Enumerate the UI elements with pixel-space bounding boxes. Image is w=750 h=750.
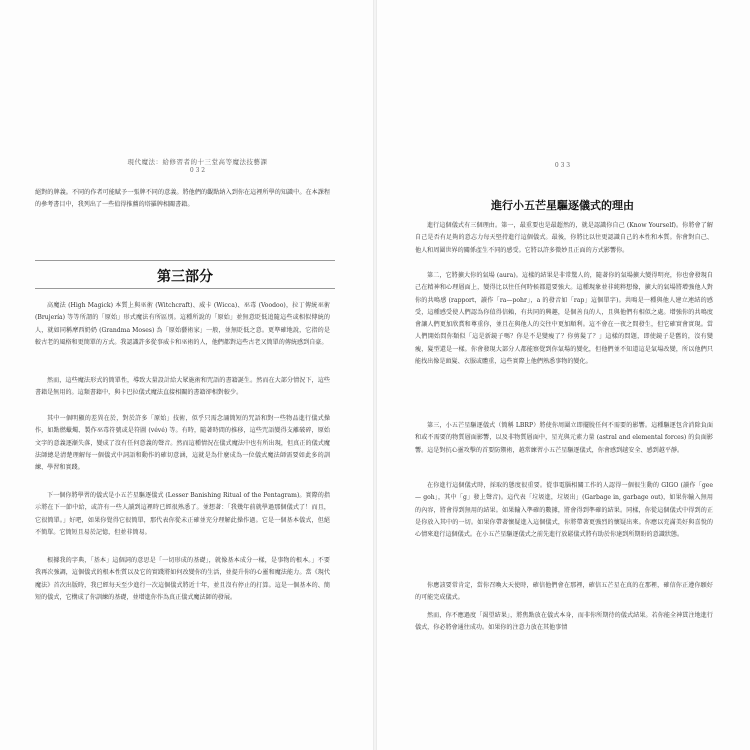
section-title: 進行小五芒星驅逐儀式的理由 [491,199,634,212]
paragraph: 在你進行這個儀式時，採取的態度很重要。從事電腦相關工作的人認得一個很生動的 GIGO (讀作「gee — goh」，其中「g」發上聲音)。這代表「垃圾進，垃圾出」(Garbage in, garbage out)，如果你輸入無用的內容，將會得到無用的結果。如果輸入準確的數據，將會得到準確的結果。同樣，你從這個儀式中得到的正是你放入其中的一切。如果你帶著懷疑進入這個儀式，你將帶著更強烈的懷疑出來。你應以充滿美好與喜悅的心情來進行這個儀式。在小五芒星驅逐儀式之前先進行放鬆儀式將有助於你達到所期盼的意識狀態。 [415,482,713,539]
page-number-left: 0 3 2 [189,167,206,174]
book-gutter [373,0,377,750]
paragraph: 下一個你將學習的儀式是小五芒星驅逐儀式 (Lesser Banishing Ritual of the Pentagram)。實際的指示將在下一節中給，或許有一些人讀到這裡時已經很熟悉了。並想著：「我幾年前就學過那個儀式了！而且，它很簡單。」好吧，如果你覺得它很簡單，那代表你從未正確並充分理解此操作過。它是一個基本儀式，但絕不簡單。它簡短且易於記憶，但並非簡易。 [35,492,330,536]
paragraph: 高魔法 (High Magick) 本質上與巫術 (Witchcraft)、威卡 (Wicca)、巫毒 (Voodoo)，拉丁傳統巫術 (Brujería) 等等所謂的「原始」形式魔法有所區別。這種所說的「原始」並無意貶低追隨這些或相似傳統的人，就如同稱摩西奶奶 (Grandma Moses) 為「原始藝術家」一般，並無貶低之意。更準確地說，它指的是較古老的風格和更簡單的方式。我認識許多從事威卡和巫術的人，他們都對這些古老又簡單的傳統感到自豪。 [35,302,330,346]
paragraph: 根據我的字典，「基本」這個詞的意思是「一切形成的基礎」，就像基本成分一樣，是事物的根本。」不要我再次強調，這個儀式的根本性質以及它的實踐將如何改變你的生活，並提升你的心靈和魔法能力。當《現代魔法》首次出版時，我已經每天至少進行一次這個儀式將近十年，並且沒有停止的打算。這是一個基本的、簡短的儀式，它構成了你訓練的基礎，並增進你作為真正儀式魔法師的發展。 [35,557,330,601]
section-rule-bottom [35,288,335,289]
running-head: 現代魔法：給修習者的十三堂高等魔法技藝課 [127,158,268,166]
section-rule-top [35,260,335,261]
intro-paragraph: 絕對的牌義。不同的作者可能賦予一張牌不同的意義。將他們的觀點納入到你在這裡所學的知識中。在本課程的參考書目中，我列出了一些值得推薦的塔羅牌相關書籍。 [35,189,330,209]
paragraph: 進行這個儀式有三個理由。第一，最重要也是最超然的，就是認識你自己 (Know Yourself)。你將會了解自己是否有足夠的意志力每天堅持進行這個儀式。最後，你將比以往更認識自己的本性和本質。你會對自己、他人和周圍世界的關係產生不同的感受。它將以許多微妙且正面的方式影響你。 [415,222,713,254]
paragraph: 第二，它將擴大你的氣場 (aura)。這樣的結果是非常驚人的，隨著你的氣場擴大變得明亮，你也會發現自己在精神和心理層面上，變得比以往任何時候都還要強大。這種現象並非純粹想像，擴大的氣場將增強他人對你的共鳴感 (rapport，讀作「ra—pohr」，a 的發音如「rap」這個單字)。共鳴是一種與他人建立連結的感受，這種感受使人們認為你值得信賴，有共同的興趣，是個善良的人，且與他們有相似之處。增強你的共鳴度會讓人們更加欣賞和尊重你，並且在與他人的交往中更加順利。這不會在一夜之間發生，但它確實會實現。當人們開始問你類似「這是新鏡子嗎？你是不是變瘦了？你剪髮了？」這樣的問題，即使鏡子是舊的，沒有變瘦，髮型還是一樣。你會發現大部分人都能察覺到你氣場的變化，但他們並不知道這是氣場改變，所以他們只能找出像是頭髮、衣服或體重，這些實際上他們熟悉事物的變化。 [415,272,713,366]
paragraph: 第三，小五芒星驅逐儀式（簡稱 LBRP）將使你周圍立即擺脫任何不需要的影響。這種驅逐包含消除負面和或不需要的物質層面影響，以及非物質層面中，星光與元素力量 (astral and elemental forces) 的負面影響。這是對抗心靈攻擊的首要防禦術，越常練習小五芒星驅逐儀式，你會感到越安全、感到越平靜。 [415,422,713,454]
paragraph: 你應該要常肯定，當你召喚大天使時，確信他們會在那裡，確信五芒星在真的在那裡，確信你正遵你願好的可能完成儀式。 [415,582,713,602]
section-title: 第三部分 [157,269,213,285]
paragraph: 然而，這些魔法形式的簡單性，導致大量設計給大眾施術和咒語的書籍誕生。然而在大部分情況下，這些書籍是無用的。這類書籍中，與卡巴拉儀式魔法直接相關的書籍卻相對較少。 [35,377,330,397]
paragraph: 其中一個明顯的差異在於，對於許多「原始」技術，似乎只需念誦簡短的咒語和對一些物品進行儀式操作，如點燃蠟燭、製作巫毒符號或是符圖 (vévé) 等。有時，隨著時間的推移，這些咒語變得支離破碎，原始文字的意義逐漸失落，變成了沒有任何意義的聲音。然而這種情況在儀式魔法中也有所出現，但真正的儀式魔法師總是清楚理解每一個儀式中詞語和動作的確切意涵，這就是為什麼成為一位儀式魔法師需要如此多的訓練、學習和實踐。 [35,415,330,472]
page-number-right: 0 3 3 [554,162,571,169]
right-page [375,0,750,750]
paragraph: 然而，你不應過度「渴望結果」，將焦點放在儀式本身，而非你所期待的儀式結果。若你能全神貫注地進行儀式，你必將會通往成功。如果你的注意力放在其他事情 [415,612,713,632]
